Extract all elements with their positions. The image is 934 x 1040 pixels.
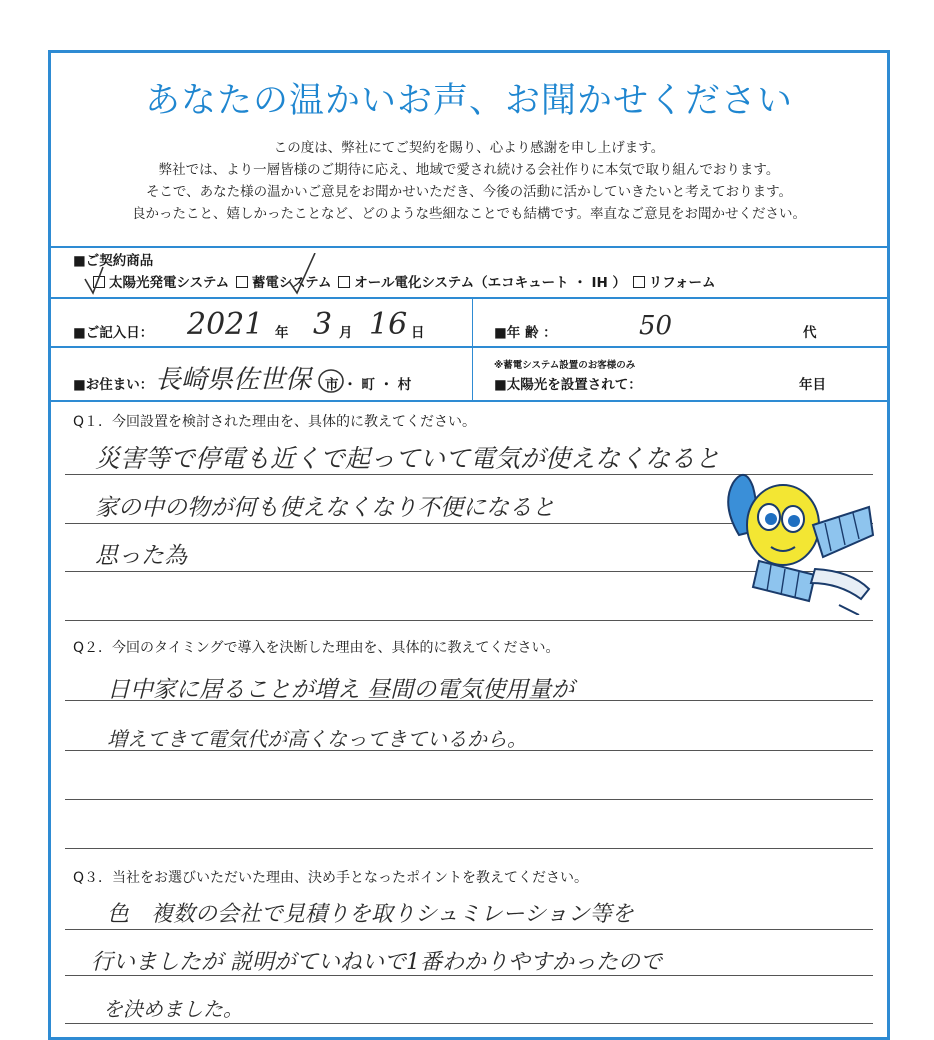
q2-answer-line: 増えてきて電気代が高くなってきているから。	[107, 727, 527, 751]
divider	[472, 297, 473, 400]
intro-line: そこで、あなた様の温かいご意見をお聞かせいただき、今後の活動に活かしていきたいと考えております。	[145, 184, 793, 200]
survey-sheet	[48, 50, 890, 1040]
q1-question: Q１．今回設置を検討された理由を、具体的に教えてください。	[73, 414, 477, 430]
product-reform: リフォーム	[648, 275, 716, 291]
mascot-character	[719, 465, 879, 615]
product-all-electric: オール電化システム（エコキュート ・ IH ）	[354, 275, 627, 291]
solar-label: ■太陽光を設置されて：	[494, 377, 642, 393]
intro-line: この度は、弊社にてご契約を賜り、心より感謝を申し上げます。	[273, 140, 665, 156]
q3-answer-line: 色 複数の会社で見積りを取りシュミレーション等を	[107, 902, 634, 927]
intro-text	[51, 137, 887, 225]
divider	[51, 246, 887, 248]
date-year-unit: 年	[275, 325, 289, 341]
selected-city-circle	[317, 367, 345, 395]
answer-rule	[65, 620, 873, 621]
intro-line: 弊社では、より一層皆様のご期待に応え、地域で愛され続ける会社作りに本気で取り組んでおります。	[158, 162, 780, 178]
answer-rule	[65, 929, 873, 930]
q1-answer-line: 家の中の物が何も使えなくなり不便になると	[95, 495, 555, 521]
page-title: あなたの温かいお声、お聞かせください	[144, 81, 793, 121]
q1-answer-line: 思った為	[95, 543, 187, 569]
check-mark-solar	[85, 267, 103, 293]
age-label: ■年 齢 ：	[494, 325, 557, 341]
date-label: ■ご記入日：	[73, 325, 154, 341]
q2-answer-line: 日中家に居ることが増え 昼間の電気使用量が	[107, 677, 575, 703]
date-month-unit: 月	[339, 325, 353, 341]
q1-answer-line: 災害等で停電も近くで起っていて電気が使えなくなると	[95, 444, 721, 473]
answer-rule	[65, 848, 873, 849]
answer-rule	[65, 799, 873, 800]
check-marks	[81, 253, 321, 299]
product-solar: 太陽光発電システム	[109, 275, 230, 291]
divider	[51, 346, 887, 348]
divider	[51, 400, 887, 402]
q3-answer-line: を決めました。	[103, 997, 243, 1021]
check-mark-battery	[289, 253, 315, 293]
age-value: 50	[639, 311, 673, 341]
solar-note: ※蓄電システム設置のお客様のみ	[494, 360, 636, 371]
date-year: 2021	[187, 307, 264, 342]
date-day: 16	[369, 307, 408, 342]
solar-unit: 年目	[799, 377, 826, 393]
q3-question: Q３．当社をお選びいただいた理由、決め手となったポイントを教えてください。	[73, 870, 589, 886]
checkbox-all-electric[interactable]	[338, 276, 350, 288]
address-options: 市 ・ 町 ・ 村	[325, 377, 412, 393]
q2-question: Q２．今回のタイミングで導入を決断した理由を、具体的に教えてください。	[73, 640, 560, 656]
checkbox-reform[interactable]	[633, 276, 645, 288]
age-unit: 代	[803, 325, 817, 341]
products-heading: ■ご契約商品	[73, 253, 154, 269]
q3-answer-line: 行いましたが 説明がていねいで1番わかりやすかったので	[91, 950, 662, 975]
address-label: ■お住まい：	[73, 377, 154, 393]
intro-line: 良かったこと、嬉しかったことなど、どのような些細なことでも結構です。率直なご意見をお聞かせください。	[132, 206, 806, 222]
product-battery: 蓄電システム	[251, 275, 332, 291]
date-day-unit: 日	[411, 325, 425, 341]
date-month: 3	[313, 307, 333, 342]
address-value: 長崎県佐世保	[155, 365, 312, 395]
